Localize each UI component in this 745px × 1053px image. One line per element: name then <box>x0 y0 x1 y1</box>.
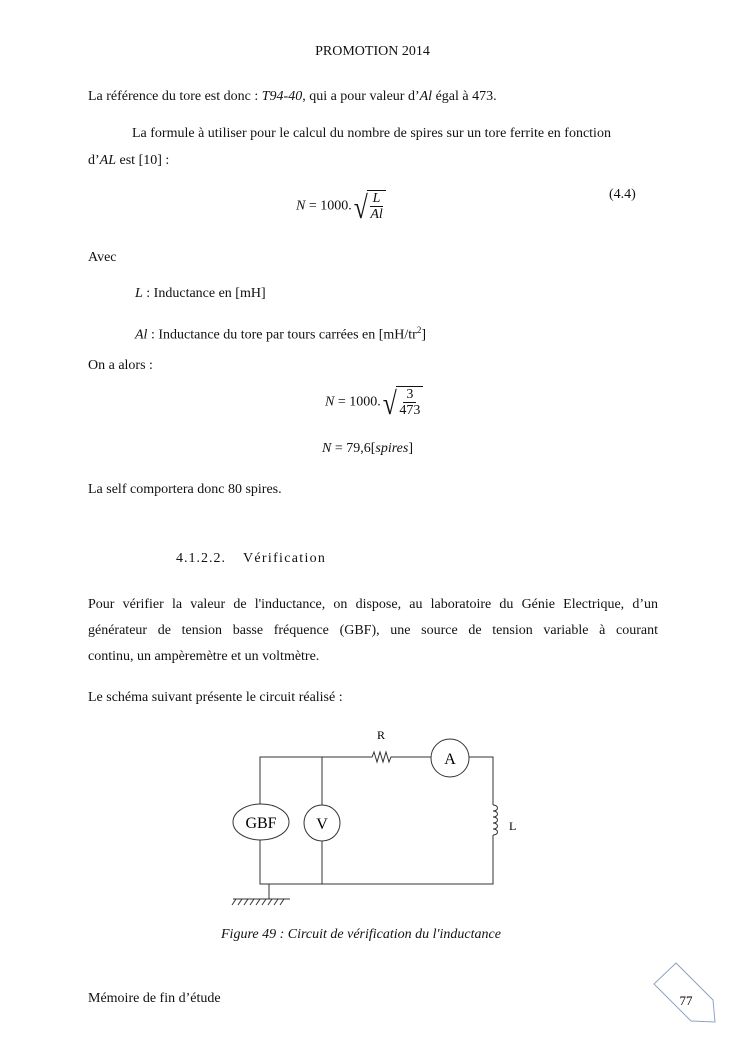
gbf-label: GBF <box>245 815 277 832</box>
ammeter-label: A <box>444 751 456 768</box>
paragraph-line: Pour vérifier la valeur de l'inductance, on dispose, au laboratoire du Génie Electrique, d’un <box>88 597 658 612</box>
inductor-label: L <box>509 819 517 833</box>
paragraph-line: continu, un ampèremètre et un voltmètre. <box>88 649 320 664</box>
on-a-alors: On a alors : <box>88 358 153 373</box>
avec-label: Avec <box>88 250 117 265</box>
page-header: PROMOTION 2014 <box>315 44 430 59</box>
paragraph-formula-intro-cont: d’AL est [10] : <box>88 153 170 168</box>
equation-4-4: N = 1000. √ $\frac{L}{Al}$ <box>296 190 386 223</box>
schema-intro: Le schéma suivant présente le circuit réalisé : <box>88 690 343 705</box>
wire <box>260 757 363 804</box>
resistor-label: R <box>376 728 386 742</box>
voltmeter-label: V <box>316 816 328 833</box>
definition-l: L : Inductance en [mH] <box>135 286 266 301</box>
paragraph-formula-intro: La formule à utiliser pour le calcul du nombre de spires sur un tore ferrite en fonction <box>132 126 611 141</box>
paragraph-tore-reference: La référence du tore est donc : T94-40, qui a pour valeur d’Al égal à 473. <box>88 89 497 104</box>
wire <box>469 757 493 805</box>
resistor <box>363 752 431 762</box>
paragraph-line: générateur de tension basse fréquence (GBF), une source de tension variable à courant <box>88 623 658 638</box>
figure-caption: Figure 49 : Circuit de vérification du l'inductance <box>221 927 501 942</box>
definition-al: Al : Inductance du tore par tours carrées en $[mH/tr^2]$ <box>135 325 427 343</box>
footer-text: Mémoire de fin d’étude <box>88 991 221 1006</box>
equation-numeric: N = 1000. √ $\frac{3}{473}$ <box>325 386 423 419</box>
inductor <box>260 805 498 884</box>
ground-icon <box>232 884 290 905</box>
section-number: 4.1.2.2. <box>176 551 226 566</box>
page-number: 77 <box>679 993 693 1008</box>
conclusion-text: La self comportera donc 80 spires. <box>88 482 282 497</box>
section-title: Vérification <box>243 551 327 566</box>
equation-number: (4.4) <box>609 187 636 202</box>
equation-result: N = 79,6[spires] <box>322 441 414 456</box>
